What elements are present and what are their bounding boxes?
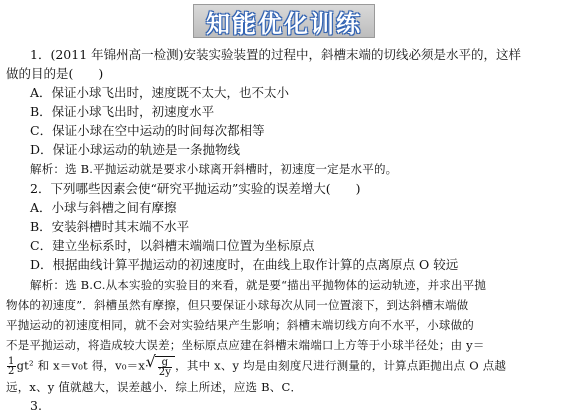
q2-stem: 2．下列哪些因素会使“研究平抛运动”实验的误差增大( ) bbox=[30, 181, 361, 196]
fraction-g-over-2y: √ $\frac{g}{2y}$ bbox=[158, 356, 172, 378]
sqrt-g-over-2y bbox=[155, 356, 175, 377]
q2-solution-line2: 物体的初速度”．斜槽虽然有摩擦，但只要保证小球每次从同一位置滚下，到达斜槽末端做 bbox=[6, 298, 469, 312]
q1-option-b: B．保证小球飞出时，初速度水平 bbox=[30, 104, 215, 119]
q1-option-a: A．保证小球飞出时，速度既不太大，也不太小 bbox=[30, 85, 290, 100]
page-title: 知能优化训练 bbox=[206, 9, 362, 38]
q2-option-b: B．安装斜槽时其末端不水平 bbox=[30, 219, 190, 234]
q2-formula-line bbox=[6, 356, 563, 377]
q2-option-c: C．建立坐标系时，以斜槽末端端口位置为坐标原点 bbox=[30, 238, 315, 253]
formula-part2: ，其中 x、y 均是由刻度尺进行测量的，计算点距抛出点 O 点越 bbox=[175, 358, 507, 373]
q2-solution-line1: 解析：选 B.C.从本实验的实验目的来看，就是要“描出平抛物体的运动轨迹，并求出平抛 bbox=[30, 278, 487, 292]
q2-solution-line3: 平抛运动的初速度相同，就不会对实验结果产生影响；斜槽末端切线方向不水平，小球做的 bbox=[6, 318, 474, 332]
q2-option-d: D．根据曲线计算平抛运动的初速度时，在曲线上取作计算的点离原点 O 较远 bbox=[30, 257, 459, 272]
q1-option-d: D．保证小球运动的轨迹是一条抛物线 bbox=[30, 142, 241, 157]
q1-stem-line1: 1．(2011 年锦州高一检测)安装实验装置的过程中，斜槽末端的切线必须是水平的，这样 bbox=[30, 47, 521, 62]
fraction-one-half: $\frac{1}{2}$ bbox=[8, 355, 15, 377]
q3-label: 3. bbox=[30, 398, 42, 413]
q1-option-c: C．保证小球在空中运动的时间每次都相等 bbox=[30, 123, 265, 138]
title-banner bbox=[193, 4, 375, 38]
q1-solution: 解析：选 B.平抛运动就是要求小球离开斜槽时，初速度一定是水平的。 bbox=[30, 162, 398, 176]
q2-solution-last: 远，x、y 值就越大，误差越小．综上所述，应选 B、C． bbox=[6, 380, 303, 394]
q2-solution-line4: 不是平抛运动，将造成较大误差；坐标原点应建在斜槽末端端口上方等于小球半径处；由 y＝ bbox=[6, 338, 485, 352]
q2-option-a: A．小球与斜槽之间有摩擦 bbox=[30, 200, 177, 215]
q1-stem-line2: 做的目的是( ) bbox=[6, 66, 104, 81]
formula-part1: gt² 和 x＝v₀t 得，v₀＝x· bbox=[16, 358, 149, 373]
